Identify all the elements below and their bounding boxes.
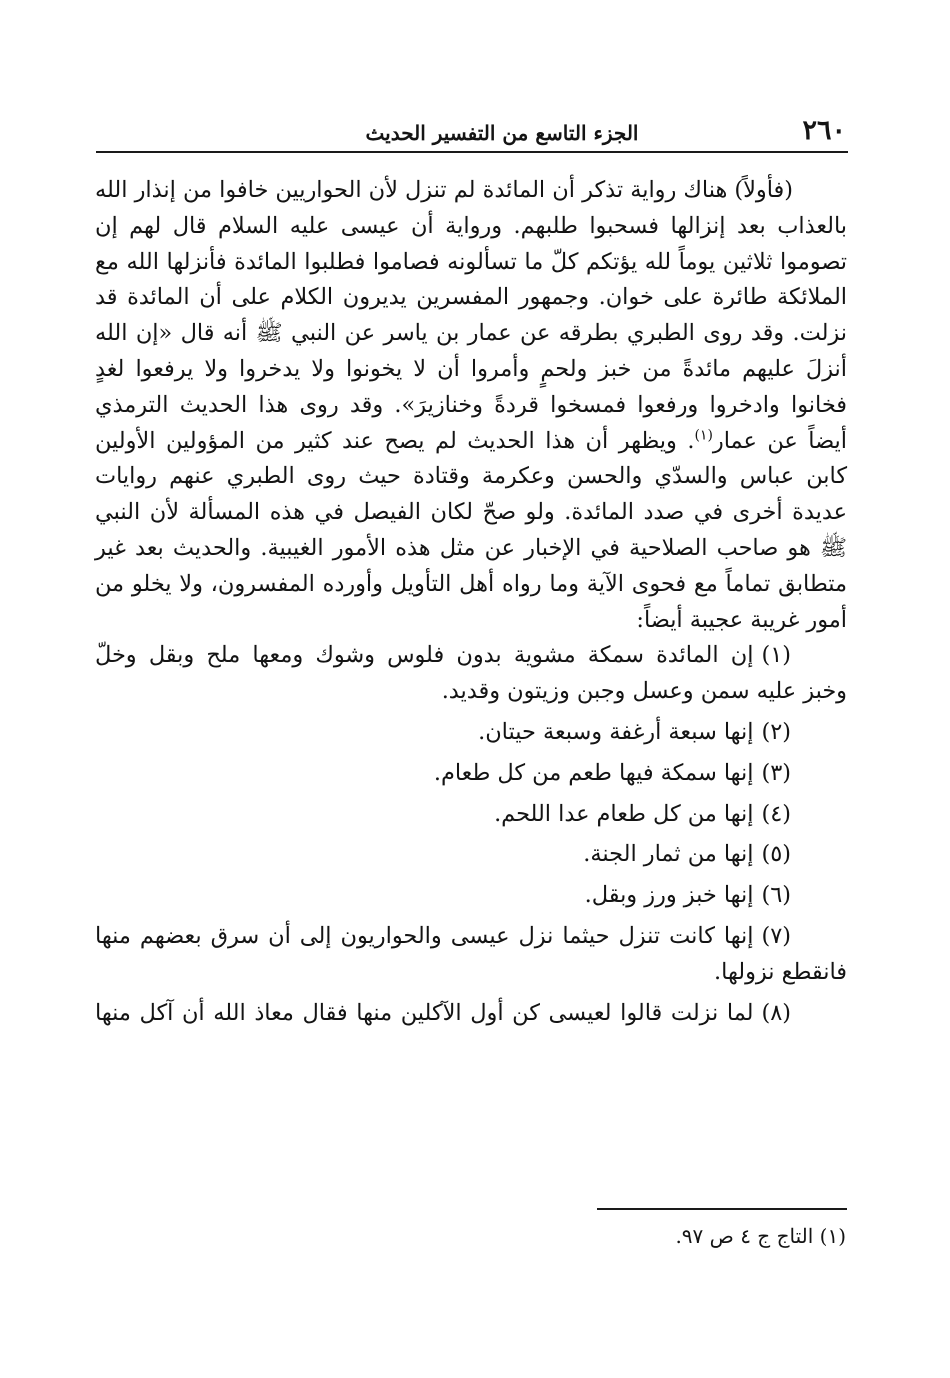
list-item-number: (١) bbox=[761, 642, 791, 669]
list-item-text: إنها من ثمار الجنة. bbox=[583, 841, 754, 868]
list-item bbox=[95, 756, 847, 792]
page-header bbox=[96, 112, 848, 154]
footnote-text: التاج ج ٤ ص ٩٧. bbox=[675, 1224, 814, 1248]
list-item bbox=[95, 919, 847, 991]
footnote-marker: (١) bbox=[819, 1224, 846, 1248]
list-item-number: (٣) bbox=[761, 759, 791, 786]
list-item-continuation: فانقطع نزولها. bbox=[714, 958, 847, 985]
footnote-reference[interactable]: (١) bbox=[694, 427, 713, 444]
list-item-text: إنها سمكة فيها طعم من كل طعام. bbox=[433, 759, 754, 786]
list-item bbox=[95, 996, 847, 1032]
intro-text-part1: (فأولاً) هناك رواية تذكر أن المائدة لم تنزل لأن الحواريين خافوا من إنذار الله بالعذاب بعد إنزالها فسحبوا طلبهم. ورواية أن عيسى عليه السلام قال لهم إن تصوموا ثلاثين يوماً لله يؤتكم كلّ ما تسألونه فصاموا فطلبوا المائدة فأنزلها الله مع الملائكة طائرة على خوان. وجمهور المفسرين يديرون الكلام على أن المائدة قد نزلت. وقد روى الطبري بطرقه عن عمار بن ياسر عن النبي ﷺ أنه قال «إن الله أنزلَ عليهم مائدةً من خبز ولحمٍ وأمروا أن لا يخونوا ولا يدخروا ولا يرفعوا لغدٍ فخانوا وادخروا ورفعوا فمسخوا قردةً وخنازيرَ». وقد روى هذا الحديث الترمذي أيضاً عن عمار bbox=[95, 177, 847, 454]
list-item-number: (٢) bbox=[761, 718, 791, 745]
running-title: الجزء التاسع من التفسير الحديث bbox=[365, 121, 639, 145]
list-item-text: لما نزلت قالوا لعيسى كن أول الآكلين منها فقال معاذ الله أن آكل منها bbox=[95, 999, 754, 1026]
list-item-number: (٥) bbox=[761, 841, 791, 868]
list-item bbox=[95, 715, 847, 751]
list-item-number: (٤) bbox=[761, 800, 791, 827]
list-item-text: إنها سبعة أرغفة وسبعة حيتان. bbox=[478, 718, 754, 745]
footnote bbox=[675, 1222, 846, 1250]
list-item-text: إنها خبز ورز وبقل. bbox=[584, 882, 754, 909]
page-number: ٢٦٠ bbox=[802, 115, 846, 146]
intro-text-part2: . ويظهر أن هذا الحديث لم يصح عند كثير من المؤولين الأولين كابن عباس والسدّي والحسن وعكرمة وقتادة حيث روى الطبري عنهم روايات عديدة أخرى في صدد المائدة. ولو صحّ لكان الفيصل في هذه المسألة لأن النبي ﷺ هو صاحب الصلاحية في الإخبار عن مثل هذه الأمور الغيبية. والحديث بعد غير متطابق تماماً مع فحوى الآية وما رواه أهل التأويل وأورده المفسرون، ولا يخلو من أمور غريبة عجيبة أيضاً: bbox=[95, 427, 847, 633]
list-item-number: (٨) bbox=[761, 999, 791, 1026]
list-item-continuation: وخبز عليه سمن وعسل وجبن وزيتون وقديد. bbox=[441, 678, 847, 705]
footnote-rule bbox=[597, 1208, 847, 1210]
intro-paragraph bbox=[95, 173, 847, 638]
list-item bbox=[95, 638, 847, 710]
list-item-text: إن المائدة سمكة مشوية بدون فلوس وشوك ومعها ملح وبقل وخلّ bbox=[95, 642, 754, 669]
header-rule bbox=[96, 151, 848, 153]
list-item-text: إنها كانت تنزل حيثما نزل عيسى والحواريون إلى أن سرق بعضهم منها bbox=[95, 922, 754, 949]
list-item-line bbox=[95, 996, 847, 1032]
list-item-line bbox=[95, 638, 847, 674]
main-text bbox=[95, 173, 847, 1036]
list-item bbox=[95, 797, 847, 833]
list-item-line bbox=[95, 919, 847, 955]
list-item bbox=[95, 878, 847, 914]
list-item-number: (٦) bbox=[761, 882, 791, 909]
list-item-number: (٧) bbox=[761, 922, 791, 949]
list-item-text: إنها من كل طعام عدا اللحم. bbox=[494, 800, 754, 827]
list-item bbox=[95, 837, 847, 873]
